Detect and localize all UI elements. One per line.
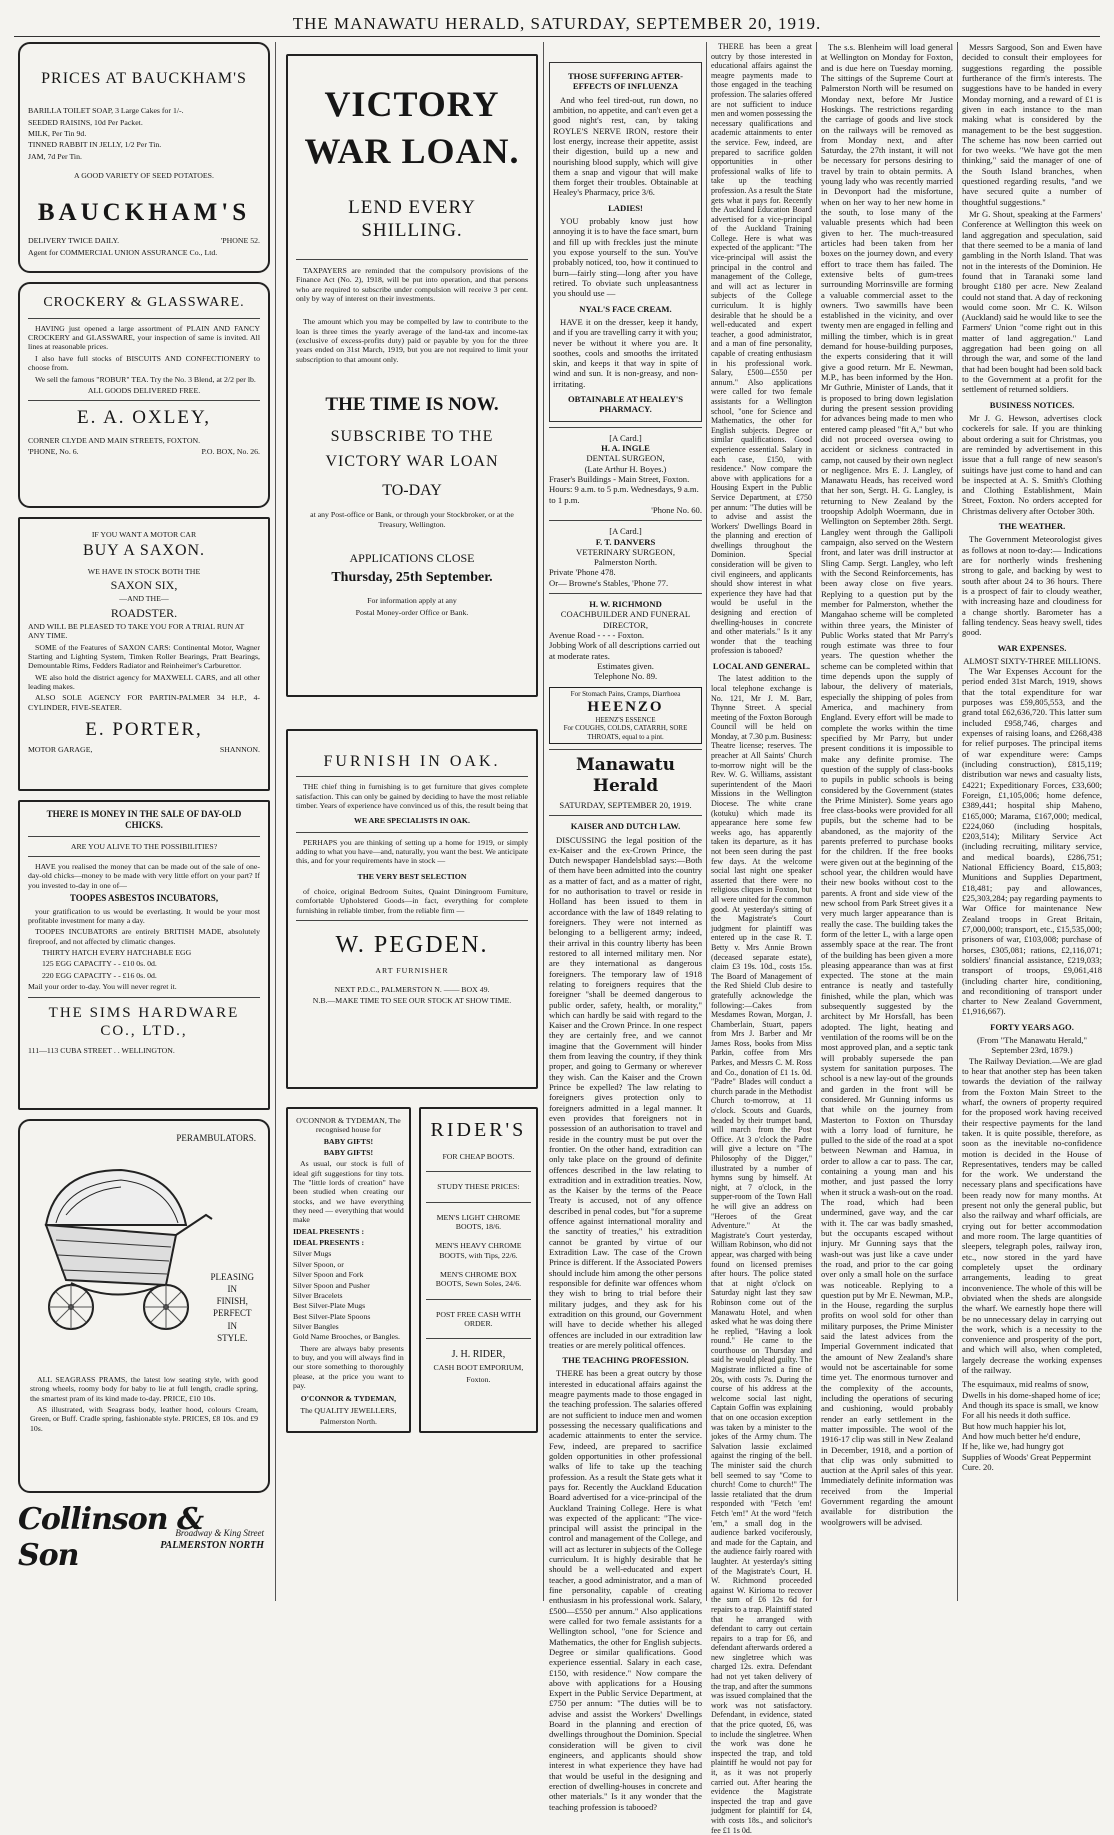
gift-item: Silver Bracelets [293,1290,343,1300]
card-line: F. T. DANVERS [595,536,656,547]
card-line: H. W. RICHMOND [589,599,662,610]
side-word: FINISH, [216,1296,248,1307]
loan-close-date: Thursday, 25th September. [331,569,493,585]
po-box: P.O. BOX, No. 26. [201,447,260,457]
business-body: Mr J. G. Hewson, advertises clock cockerels for sale. If you are thinking about ordering a suit for Christmas, you are reminded by advertisement in this issue that a full range of new season's suitings have just come to hand and can be inspected at A. S. Smith's Clothing and Clothing Establishment, Main Street, Foxton. No orders accepted for Christmas delivery after October 30th. [962,412,1102,516]
porter-ad [18,517,270,791]
porter-line: —AND THE— [119,594,169,604]
pegden-paragraph: PERHAPS you are thinking of setting up a home for 1919, or simply adding to what you have—and, naturally, you want the best. We anticipate this, and for your requirements have in stock — [296,837,528,866]
teaching-title: THE TEACHING PROFESSION. [562,1355,689,1366]
porter-line: WE HAVE IN STOCK BOTH THE [87,566,201,576]
pegden-paragraph: of choice, original Bedroom Suites, Quaint Diningroom Furniture, comfortable Upholstered Goods—in fact, everything for complete furnishing in reliable timber, from the reliable firm — [296,886,528,915]
porter-garage: MOTOR GARAGE, [28,744,93,754]
news-paragraph: Mr G. Shout, speaking at the Farmers' Conference at Wellington this week on land aggregation and speculation, said that there seemed to be a mania of land gambling in the North Island. That was not in the interests of the Dominion. He found that in Taranaki some land brought £180 per acre. New Zealand could not stand that. A day of reckoning would come soon. Mr C. K. Wilson (Auckland) said he would like to see the Farmers' Union "come right out in this matter of land aggregation." Land aggregation had been going on all through the war, and some of the land that had been bought had been sold back to the Government at a profit for the settlement of returned soldiers. [962,209,1102,395]
porter-model: SAXON SIX, [110,577,178,592]
card-line: Avenue Road - - - - Foxton. [549,630,645,640]
ladies-product: NYAL'S FACE CREAM. [579,303,672,314]
richmond-card [549,599,702,682]
collinson-side-text [210,1271,254,1344]
pegden-title: FURNISH IN OAK. [323,753,501,770]
porter-model: ROADSTER. [110,605,178,620]
collinson-title: PERAMBULATORS. [176,1133,256,1143]
side-word: PERFECT [212,1308,252,1319]
divider [28,318,260,319]
column-rule [957,42,958,1601]
phone-number: 'PHONE 52. [220,236,260,246]
card-line: Or— Browne's Stables, 'Phone 77. [549,577,669,588]
column-5 [821,42,953,1601]
tydeman-town: Palmerston North. [319,1416,377,1426]
sims-question: ARE YOU ALIVE TO THE POSSIBILITIES? [70,841,218,851]
paper-nameplate: Manawatu Herald [575,755,676,796]
sims-price: 125 EGG CAPACITY - - £10 0s. 0d. [42,959,157,969]
teaching-body: THERE has been a great outcry by those interested in educational affairs against the meagre payments made to those engaged in the teaching profession. The salaries offered are not sufficient to induce men and women possessing the necessary qualifications and academic attainments to enter the service. Few, indeed, are prepared to sacrifice golden opportunities in other professional walks of life to take up the teaching profession. As a result the State gets what it pays for. Recently the Auckland Education Board advertised for a vice-principal of the Auckland Training College. Here is what was expected of the applicant: "The vice-principal will assist the principal in the control and management of the College, and will act as lecturer in subjects of the College curriculum. It is highly desirable that he should be a well-educated and expert teacher, a good administrator, and a man of fine personality, capable of creating enthusiasm in his professional work. Salary, £500—£550 per annum." Also applications were called for two female assistants for a Wellington school, "one for Science and Mathematics, the other for English subjects. Degree or similar qualifications. Good experience essential. Salary in each case, £150, with residence." Now compare the above with applications for a Housing Expert in the Public Service Department, at £750 per annum: "The duties will be to advise and assist the Workers' Dwellings Board in the planning and erection of dwellings throughout the Dominion. Special consideration will be given to civil engineers, and applicants should show interest in what experience they have had that would be useful in the designing and erection of dwelling-houses in concrete and other materials." Is it any wonder that the teaching profession is tabooed? [549,1368,702,1812]
divider [549,749,702,750]
ingle-card [549,433,702,516]
sims-ad [18,800,270,1110]
porter-kicker: IF YOU WANT A MOTOR CAR [91,530,197,539]
heenzo-line: HEENZ'S ESSENCE [595,715,656,724]
side-word: PLEASING [210,1272,254,1282]
heenzo-line: For COUGHS, COLDS, CATARRH, SORE THROATS, equal to a pint. [563,724,688,741]
local-title: LOCAL AND GENERAL. [712,661,811,671]
column-2-ads [286,42,538,1601]
divider [426,1338,531,1339]
gift-item: Gold Name Brooches, or Bangles. [293,1332,400,1342]
masthead: THE MANAWATU HERALD, SATURDAY, SEPTEMBER 20, 1919. [292,14,822,33]
card-line: (Late Arthur H. Boyes.) [584,463,667,474]
peppermint-verse [962,1379,1102,1472]
bauckham-tagline: A GOOD VARIETY OF SEED POTATOES. [74,170,214,180]
card-line: Telephone No. 89. [593,671,658,682]
porter-line: AND WILL BE PLEASED TO TAKE YOU FOR A TRIAL RUN AT ANY TIME. [28,622,245,641]
phone-number: 'PHONE, No. 6. [28,447,79,457]
local-body: The latest addition to the local telephone exchange is No. 121, Mr J. M. Barr, Thynne Street. A special meeting of the Foxton Borough Council will be held on Monday, at 7.30 p.m. Business: Theatre license; reserves. The preacher at All Saints' Church to-morrow night will be the Rev. W. G. Williams, assistant superintendent of the Maori Missions in the Wellington Diocese. The white crane (kotuku) which made its appearance here some few weeks ago, has apparently taken its departure, as it has not been seen during the past few days. At the welcome social last night one speaker asserted that there were no religious cliques in Foxton, but all were united for the common good. At yesterday's sitting of the Magistrate's Court judgment for plaintiff was entered up in the case R. T. Betty v. Mrs Annie Brown (deceased separate estate), claim £3 19s. 10d., costs 15s. The Board of Management of the Red Shield Club desire to gratefully acknowledge the following:—Cakes from Mesdames Rowan, Morgan, J. Chamberlain, Stuart, papers from Mrs J. Barber and Mr James Ross, books from Miss Parkin, coffee from Mrs Parkes, and Messrs C. M. Ross and Co., donation of £1 1s. 0d. "Padre" Blades will conduct a church parade in the Methodist Church to-morrow, at 11 o'clock. Scouts and Guards, headed by their trumpet band, will march from the Post Office. At 3 o'clock the Padre will give a lecture on "The Philosophy of the Digger," illustrated by a number of hymns sung by himself. At night, at 7 o'clock, in the supper-room of the Town Hall he will give an address on "Heroes of the Great Adventure." At the Magistrate's Court yesterday, William Robinson, who did not appear, was charged with being found on licensed premises after hours. The police stated that at night o'clock on Saturday night last they saw Robinson come out of the Manawatu Hotel, and when asked what he was doing there he replied, "Having a look round." He came to the courthouse on Thursday and said he would plead guilty. The Magistrate inflicted a fine of 20s, with costs 7s. During the course of his address at the welcome social last night, Captain Goffin was explaining that on one occasion exception was taken by a minister to the jokes of the Army chum. The Salvation lassie exclaimed against the ringing of the bell. The minister said the church bell seemed to say "Come to church! Come to church!" The lassie retaliated that the drum responded with "Fetch 'em! Fetch 'em!" At the word "fetch 'em," a small dog in the audience barked vociferously, and made for the Captain, and the audience fairly roared with laughter. At yesterday's sitting of the Magistrate's Court, H. W. Richmond proceeded against W. Kirioma to recover the sum of £6 12s 6d for repairs to a trap. Plaintiff stated that he arranged with defendant to carry out certain repairs to a trap for £6, and defendant afterwards ordered a new singletree which was charged 12s. extra. Defendant had not yet taken delivery of the trap, and after the summons was issued complained that the work was not satisfactory. Defendant, in evidence, stated that the price quoted, £6, was to include the singletree. When the work was done he inspected the trap, and told plaintiff he would not pay for it, as it was not properly carried out. After hearing the evidence the Magistrate inspected the trap and gave judgment for plaintiff for £4, with costs 18s., and solicitor's fee £1 1s 0d. [711,674,812,1835]
pram-illustration [26,1155,216,1335]
news-body: The s.s. Blenheim will load general at Wellington on Monday for Foxton, and is due here on Tuesday morning. The sittings of the Supreme Court at Palmerston North will be resumed on Monday next, before Mr Justice Hoskings. The restrictions regarding the carriage of goods and live stock on the railways will be removed as from Monday next, and after Saturday, the 27th instant, it will not be necessary for persons desiring to travel by train to obtain permits. A young lady who was recently married in Devonport had the misfortune, when on her way to her new home in the south, to lose many of the valuable presents which had been given to her. The much-treasured articles had been taken from her boxes on the journey down, and every effort to trace them has failed. The extensive belts of gum-trees surrounding Morrinsville are forming a valuable commercial asset to the owners. Two sawmills have been established in the vicinity, and over twenty men are engaged in felling and milling the timber, which is in great demand for house-building purposes, the experts considering that it will give a good return. Mr E. Newman, M.P., has been informed by the Hon. Mr Guthrie, Minister of Lands, that it is proposed to bring down legislation during the present session providing for advances being made to men who entered camp pleased "fit A," but who did not proceed oversea owing to accident or sickness contracted in camp, not caused by their own neglect or negligence. Mrs E. J. Langley, of Manawatu Heads, has received word that her son, Sergt. H. G. Langley, is returning to New Zealand by the troopship Adolph Woermann, due in Wellington on September 28th. Sergt. Langley went through the Gallipoli campaign, also served on the Western front, and later was drill instructor at Sling Camp. Sergt. Langley, who left with the Second Reinforcements, has been away close on five years. Replying to a question put by the member for Palmerston, whether the Mangahao scheme will be completed within three years, the Minister of Public Works stated that Mr Parry's rough estimate was three to four years. The question whether the scheme can be completed within that time depends upon the supply of labour, the delivery of materials, especially the shipping of poles from America, and machinery from England. Every effort will be made to complete the works within the time specified by Mr Parry, but under present conditions it is impossible to make any definite promise. The question of the supply of class-books to pupils in public schools is being considered by the Government (states the Prime Minister). Some years ago free class-books were provided for all pupils, but the scheme had to be abandoned, as the majority of the parents preferred to purchase books for the children. If the free books were given out at the beginning of the school year, the children would have their new books without cost to the parents. A front and side view of the new school from Park Street gives it a very much larger appearance than is really the case. The building takes the form of the letter L, with a large open assembly space at the rear. The front of the building has been given a more pleasing appearance than was at first expected. The stone at the main entrance is neatly and tastefully finished, while the plan, which was subsequently suggested by the architect by Mr Horsfall, has been adopted. The light, heating and ventilation of the rooms will be on the most approved plan, and a septic tank will probably supersede the pan system for sanitation purposes. The school is a new lay-out of the grounds and garden in the front will be considered. Mr Gunning informs us that while on the journey from Masterton to Foxton on Thursday with a lorry load of furniture, he pulled to the side of the road at a spot between Newman and Hamua, in order to allow a car to pass. The car, containing a young man and his mother, and just passed the lorry when it struck a wash-out on the road. The road, which had been undermined, gave way, and the car with it. The car was badly smashed, but the occupants escaped without injury. Mr Gunning says that the wash-out was just like a cave under the road, and prior to the car going over only a small hole on the surface was noticeable. Replying to a question put by Mr E. Newman, M.P., in the House, regarding the surplus profits on wool sold for other than military purposes, the Prime Minister said the latest advices from the Imperial Government indicated that the amount of New Zealand's share would not be ascertainable for some time yet. The enormous turnover and the complexity of the accounts, including the operations of securing and cushioning, would probably render an early settlement in the matter impossible. The wool of the 1916-17 clip was still in New Zealand in December, 1918, and a portion of that clip was only submitted to auction at the April sales of this year. Immediately definite information was received from the Imperial Government regarding the amount available for distribution the woolgrowers will be advised. [821,42,953,1527]
oxley-ad [18,282,270,508]
collinson-signature [18,1502,270,1573]
gift-item: Silver Spoon, or [293,1259,344,1269]
sims-paragraph: your gratification to us would be everlasting. It would be your most profitable investment for many a day. [28,906,260,926]
card-line: Jobbing Work of all descriptions carried out at moderate rates. [549,640,700,661]
collinson-copy [30,1373,258,1435]
card-line: DENTAL SURGEON, [586,453,665,464]
divider [28,997,260,998]
collinson-address-1: Broadway & King Street [175,1528,264,1538]
pegden-note: N.B.—MAKE TIME TO SEE OUR STOCK AT SHOW TIME. [312,996,512,1006]
gift-item: Best Silver-Plate Spoons [293,1311,371,1321]
tydeman-paragraph: There are always baby presents to buy, and you will always find in our store something to thoroughly please, at the price you want to pay. [293,1343,404,1390]
card-line: [A Card.] [609,432,642,443]
pegden-name: W. PEGDEN. [335,931,489,958]
bauckham-name: BAUCKHAM'S [37,199,251,227]
rider-item: MEN'S CHROME BOX BOOTS, Sewn Soles, 24/6. [435,1270,522,1289]
leader-title: KAISER AND DUTCH LAW. [570,821,681,832]
weather-body: The Government Meteorologist gives as follows at noon to-day:— Indications are for northerly winds freshening strong to gale, and backing by west to south after about 24 to 36 hours. There is a prospect of fair to cloudy weather, with increasing haze and cloudiness for a change shortly. Barometer has a falling tendency. Seas heavy swell, tides good. [962,534,1102,638]
divider [28,836,260,837]
verse-line: And how much better he'd endure, [962,1430,1081,1441]
sims-price: 220 EGG CAPACITY - - £16 0s. 0d. [42,970,157,980]
oxley-delivery: ALL GOODS DELIVERED FREE. [87,385,201,395]
card-line: Hours: 9 a.m. to 5 p.m. Wednesdays, 9 a.m. to 1 p.m. [549,484,699,505]
gift-item: Silver Spoon and Pusher [293,1280,370,1290]
bauckham-contact-row [28,236,260,245]
price-line: MILK, Per Tin 9d. [28,128,87,138]
rider-sub: CASH BOOT EMPORIUM, [433,1363,524,1373]
royle-ad [549,62,702,422]
porter-town: SHANNON. [219,744,260,754]
divider [426,1171,531,1172]
sims-paragraph: TOOPES INCUBATORS are entirely BRITISH MADE, absolutely fireproof, and not affected by climatic changes. [28,927,260,946]
sims-product: TOOPES ASBESTOS INCUBATORS, [69,892,219,903]
bottom-ads-row [286,1107,538,1442]
victory-loan-ad [286,54,538,697]
column-rule [543,42,544,1601]
porter-paragraph: WE also hold the district agency for MAXWELL CARS, and all other leading makes. [28,672,260,692]
forty-years-body: The Railway Deviation.—We are glad to hear that another step has been taken towards the deviation of the railway from the Foxton Main Street to the wharf, the owners of property required for the proposed work having received their respective payments for the land taken. It is quite possible, therefore, as soon as the inevitable no-confidence motion is decided in the House of Representatives, tenders may be called for the work. We understand the necessary plans and specifications have been ready now for many months. At present not only the general public, but also the railway and wharf officials, are crying out for better accommodation and more room. The large quantities of sleepers, telegraph poles, railway iron, etc., now stored in the yard have completely upset the ordinary arrangements, leading to great inconvenience. The whole of this will be obviated when the sheds are alongside the wharf. We earnestly hope there will be no unnecessary delay in carrying out the work, which is a necessity to the convenience and prosperity of the port, and which will also, when completed, largely decrease the working expenses of the railway. [962,1055,1102,1376]
price-line: JAM, 7d Per Tin. [28,151,82,161]
loan-headline: LEND EVERY [348,197,476,219]
rider-order-note: POST FREE CASH WITH ORDER. [435,1309,521,1329]
pegden-paragraph: THE chief thing in furnishing is to get furniture that gives complete satisfaction. This can only be gained by deciding to have the most reliable timber. Years of experience have convinced us of this, the result being that [296,782,528,810]
pegden-trade: ART FURNISHER [375,965,449,975]
delivery-note: DELIVERY TWICE DAILY. [28,236,120,246]
divider [426,1299,531,1300]
heenzo-ad [549,687,702,745]
rider-prices-title: STUDY THESE PRICES: [437,1182,520,1192]
bauckham-ad [18,42,270,273]
rider-item: MEN'S HEAVY CHROME BOOTS, with Tips, 22/6. [435,1241,522,1260]
tydeman-name: O'CONNOR & TYDEMAN, [300,1394,397,1404]
price-line: BARILLA TOILET SOAP, 3 Large Cakes for 1/-. [28,106,184,116]
card-line: Palmerston North. [593,557,657,568]
loan-paragraph: TAXPAYERS are reminded that the compulsory provisions of the Finance Act (No. 2), 1918, will be put into operation, and that persons who are required to subscribe under compulsion will receive 3 per cent. only by way of interest on their investments. [296,265,528,303]
loan-close: APPLICATIONS CLOSE [349,551,475,566]
verse-line: If he, like we, had hungry got [962,1441,1064,1452]
forty-years-subtitle: (From "The Manawatu Herald," September 23rd, 1879.) [976,1035,1088,1056]
verse-line: Dwells in his dome-shaped home of ice; [962,1389,1101,1400]
divider [296,920,528,921]
news-paragraph: Messrs Sargood, Son and Ewen have decided to consult their employees for suggestions regarding the possible furtherance of the firm's interests. The suggestions have to be handed in every Monday morning, and a reward of £1 is given in each instance to the man making what is considered by the management to be the best suggestion. The scheme has now been carried out for two weeks. "We have got the men thinking," said the manager of one of the South Island branches, when questioned regarding results, "and we have secured quite a number of thoughtful suggestions." [962,42,1102,207]
sims-call-to-action: Mail your order to-day. You will never regret it. [28,982,177,992]
rider-item: MEN'S LIGHT CHROME BOOTS, 18/6. [436,1212,521,1232]
pegden-selection: THE VERY BEST SELECTION [357,871,467,881]
card-line: H. A. INGLE [601,443,650,453]
tydeman-presents-title: IDEAL PRESENTS : [293,1238,365,1248]
war-expenses-title: WAR EXPENSES. [997,642,1067,653]
danvers-card [549,526,702,588]
column-rule [706,42,707,1601]
leader-body: DISCUSSING the legal position of the ex-Kaiser and the ex-Crown Prince, the Dutch newspaper Handelsblad says:—Both of them have been admitted into the country as a matter of fact, and as a matter of right, for no authorisation to travel or reside in Holland has been issued to them in accordance with the law of 1849 relating to foreigners. They were not interned as belonging to a belligerent army; indeed, their arrival in this country liberty has been restored to all interned military men. Nor are they international as dangerous foreigners. The temporary law of 1918 relating to foreigners requires that the foreigner "shall be deemed dangerous to public order, safety, health, or morality," which can hardly be said with regard to the Kaiser and the Crown Prince. In one respect they are certainly free, and we cannot imagine that the Government will hinder them from leaving the country, if they think proper, and going to Germany or wherever they wish. Can the Kaiser and the Crown Prince be expelled? The law relating to foreigners gives protection only to foreigners admitted in a legal manner. It even provides that foreigners not in possession of an authorisation to travel and reside in the country must be put over the frontier. On the other hand, extradition can only take place on the ground of definite offences described in the law relating to extradition and in extradition treaties. Now, as the Kaiser by the terms of the Peace Treaty is accused, not of any offence described in penal codes, but "for a supreme offence against international morality and the sanctity of treaties," his extradition cannot be granted by virtue of our Extradition Law. The case of the Crown Prince is different. If the Associated Powers should include him among the other persons responsible for definite war offences whom they wish to bring to trial before their military judges, and they ask for his extradition on this ground, our Government will have to decide whether his alleged offences are included in our extradition law treaties or are merely political offences. [549,834,702,1350]
war-expenses-body: The War Expenses Account for the period ended 31st March, 1919, shows that the total expenditure for war purposes was £59,805,553, and the grand total £62,636,720. This latter sum included £958,746, charges and expenses of raising loans, and £268,438 for relief purposes. The principal items of war expenditure were: Camps (including construction), £815,119; distribution war news and casualty lists, £4221; Expeditionary Forces, £33,600; Foreign, £1,105,006; home defence, £389,441; hospital ship Maheno, £165,000; Marama, £167,000; medical, £224,060 (including hospitals, £203,514); Military Service Act (including recruiting, military service, and medical boards), £286,751; National Efficiency Board, £15,803; Munitions and Supplies Department, £18,481; pay and allowances, £25,303,284; pay regarding payments to War Office for maintenance New Zealand troops in Great Britain, £7,000,000; transport, etc., £15,535,000; prisoners of war, £103,008; purchase of horses, £305,081; rations, £2,116,071; soldiers' financial assistance, £219,033; transport of troops, £9,061,418 (including charter hire, conditioning, and reconditioning of transport under charter to New Zealand Government, £1,916,667). [962,666,1102,1017]
gift-item: Best Silver-Plate Mugs [293,1301,366,1311]
collinson-logo: Collinson & Son [18,1502,204,1573]
column-4 [711,42,812,1835]
heenzo-brand: HEENZO [587,698,664,715]
tydeman-ad [286,1107,411,1433]
rider-subtitle: FOR CHEAP BOOTS. [442,1152,515,1161]
rider-name: J. H. RIDER, [451,1349,506,1361]
gift-item: Silver Bangles [293,1321,339,1331]
loan-call: SUBSCRIBE TO THE [330,427,494,445]
ladies-end: OBTAINABLE AT HEALEY'S PHARMACY. [567,394,684,415]
divider [296,259,528,260]
tydeman-paragraph: As usual, our stock is full of ideal gift suggestions for tiny tots. The "little lords of creation" have been studied when creating our stocks, and we have everything they need — everything that would make [293,1159,404,1225]
loan-paragraph: The amount which you may be compelled by law to contribute to the loan is three times the yearly average of the land-tax and income-tax (exclusive of excess-profits duty) paid or payable by you for the three years ended on 31st March, 1919, but you are not required to limit your subscription to that amount only. [296,317,528,364]
sims-name: THE SIMS HARDWARE CO., LTD., [48,1004,240,1039]
collinson-paragraph: AS illustrated, with Seagrass body, leather hood, colours Cream, Green, or Buff. Cradle spring, fashionable style. PRICES, £8 10s. and £9 10s. [30,1405,258,1433]
loan-title-1: VICTORY [324,84,500,124]
oxley-paragraph: We sell the famous "ROBUR" TEA. Try the No. 3 Blend, at 2/2 per lb. [35,374,256,384]
bauckham-price-list [28,106,260,161]
sims-paragraph: HAVE you realised the money that can be made out of the sale of one-day-old chicks—money to be made with very little effort on your part? If you invested to-day in one of— [28,861,260,890]
weather-title: THE WEATHER. [998,521,1066,532]
column-6 [962,42,1102,1601]
divider [549,593,702,594]
verse-line: For all his needs it doth suffice. [962,1410,1071,1421]
price-line: SEEDED RAISINS, 10d Per Packet. [28,117,143,127]
verse-line: The esquimaux, mid realms of snow, [962,1379,1089,1390]
oxley-paragraph: HAVING just opened a large assortment of PLAIN AND FANCY CROCKERY and GLASSWARE, your inspection of same is invited. All lines at reasonable prices. [28,323,260,352]
heenzo-line: For Stomach Pains, Cramps, Diarrhoea [570,689,681,698]
card-line: Private 'Phone 478. [549,567,616,578]
forty-years-title: FORTY YEARS AGO. [990,1021,1074,1032]
card-line: Estimates given. [597,660,654,671]
pegden-ad [286,729,538,1089]
business-title: BUSINESS NOTICES. [989,399,1075,410]
royle-body: And who feel tired-out, run down, no ambition, no appetite, and can't even get a good night's rest, can, by taking ROYLE'S NERVE IRON, restore their lost energy, increase their appetite, assist their digestion, build up a new and nourishing blood supply, which will give them a snap and vigour that will make them forget their troubles. Obtainable at Healey's Pharmacy, price 3/6. [553,94,698,198]
rider-ad [419,1107,538,1433]
card-line: 'Phone No. 60. [651,504,702,515]
card-line: VETERINARY SURGEON, [576,546,675,557]
loan-where: at any Post-office or Bank, or through your Stockbroker, or at the Treasury, Wellington. [310,510,514,529]
bauckham-title: PRICES AT BAUCKHAM'S [41,70,247,87]
divider [28,400,260,401]
card-line: Fraser's Buildings - Main Street, Foxton. [549,473,690,484]
loan-info: Postal Money-order Office or Bank. [355,607,469,617]
divider [296,776,528,777]
card-line: COACHBUILDER AND FUNERAL DIRECTOR, [560,609,691,630]
oxley-contact-row [28,447,260,456]
side-word: IN [227,1320,237,1331]
oxley-paragraph: I also have full stocks of BISCUITS AND CONFECTIONERY to choose from. [28,353,260,373]
gift-item: Silver Spoon and Fork [293,1270,364,1280]
side-word: STYLE. [217,1332,248,1343]
royle-title: THOSE SUFFERING AFTER-EFFECTS OF INFLUENZA [567,71,684,92]
loan-title-2: WAR LOAN. [304,131,520,172]
sims-address: 111—113 CUBA STREET . . WELLINGTON. [28,1045,175,1055]
verse-line: But how much happier his lot, [962,1420,1067,1431]
porter-title: BUY A SAXON. [82,542,206,560]
war-expenses-subtitle: ALMOST SIXTY-THREE MILLIONS. [963,655,1101,666]
loan-call: TO-DAY [382,482,442,500]
divider [296,832,528,833]
agent-note: Agent for COMMERCIAL UNION ASSURANCE Co., Ltd. [28,247,218,257]
card-line: [A Card.] [609,526,642,537]
ladies-body: YOU probably know just how annoying it is to have the face smart, burn and fill up with freckles just the minute you expose yourself to the sun. You've probably noticed, too, how it continued to burn—fairly sting—long after you have retired. To obviate such unpleasantness you should use — [553,216,698,299]
price-line: TINNED RABBIT IN JELLY, 1/2 Per Tin. [28,140,162,150]
column-rule [816,42,817,1601]
collinson-ad [18,1119,270,1493]
verse-line: And though its space is small, we know [962,1400,1099,1410]
porter-name: E. PORTER, [85,719,203,741]
porter-paragraph: ALSO SOLE AGENCY FOR PARTIN-PALMER 34 H.P., 4-CYLINDER, FIVE-SEATER. [28,693,260,712]
sims-price: THIRTY HATCH EVERY HATCHABLE EGG [42,948,192,958]
column-1-ads [18,42,270,1601]
tydeman-sub: The QUALITY JEWELLERS, [300,1405,397,1415]
porter-contact-row [28,745,260,754]
column-rule [275,42,276,1601]
rider-title: RIDER'S [430,1119,527,1141]
oxley-address: CORNER CLYDE AND MAIN STREETS, FOXTON. [28,436,201,445]
divider [549,427,702,428]
tydeman-gift-title: BABY GIFTS! [323,1148,374,1158]
teaching-continued: THERE has been a great outcry by those interested in educational affairs against the meagre payments made to those engaged in the teaching profession. The salaries offered are not sufficient to induce men and women possessing the necessary qualifications and academic attainments to enter the service. Few, indeed, are prepared to sacrifice golden opportunities in other professional walks of life to take up the teaching profession. As a result the State gets what it pays for. Recently the Auckland Education Board advertised for a vice-principal of the Auckland Training College. Here is what was expected of the applicant: "The vice-principal will assist the principal in the control and management of the College, and will act as lecturer in subjects of the College curriculum. It is highly desirable that he should be a well-educated and expert teacher, a good administrator, and a man of fine personality, capable of creating enthusiasm in his professional work. Salary, £500—£550 per annum." Also applications were called for two female assistants for a Wellington school, "one for Science and Mathematics, the other for English subjects. Degree or similar qualifications. Good experience essential. Salary in each case, £150, with residence." Now compare the above with applications for a Housing Expert in the Public Service Department, at £750 per annum: "The duties will be to advise and assist the Workers' Dwellings Board in the planning and erection of dwellings throughout the Dominion. Special consideration will be given to civil engineers, and applicants should show interest in what experience they have had that would be useful in the designing and erection of dwelling-houses in concrete and other materials." Is it any wonder that the teaching profession is tabooed? [711,42,812,656]
loan-call: VICTORY WAR LOAN [325,453,499,471]
collinson-paragraph: ALL SEAGRASS PRAMS, the latest low seating style, with good strong wheels, roomy body for baby to lie at full length, cradle spring, the smartest pram of its kind made to-day. PRICE, £10 10s. [30,1375,258,1403]
pegden-specialists: WE ARE SPECIALISTS IN OAK. [354,816,470,826]
verse-line: Supplies of Woods' Great Peppermint Cure. 20. [962,1451,1092,1472]
paper-date: SATURDAY, SEPTEMBER 20, 1919. [559,799,692,810]
divider [549,815,702,816]
tydeman-presents-title: IDEAL PRESENTS : [293,1226,365,1236]
sims-title: THERE IS MONEY IN THE SALE OF DAY-OLD CHICKS. [46,809,242,830]
divider [426,1202,531,1203]
ladies-body: HAVE it on the dresser, keep it handy, and if you are travelling carry it with you; never be without it where you are. It soothes, cools and smooths the irritated skin, and keeps it that way in spite of wind and sun. It is non-greasy, and non-irritating. [553,316,698,389]
tydeman-head: O'CONNOR & TYDEMAN, The recognised house for [296,1116,401,1135]
loan-headline: SHILLING. [361,220,463,242]
divider [549,520,702,521]
column-3 [549,42,702,1812]
gift-item: Silver Mugs [293,1249,332,1259]
masthead-rule [14,36,1100,37]
divider [28,856,260,857]
loan-call: THE TIME IS NOW. [325,394,499,416]
side-word: IN [227,1284,237,1295]
tydeman-gift-title: BABY GIFTS! [323,1136,374,1146]
rider-town: Foxton. [466,1374,491,1384]
collinson-address-2: PALMERSTON NORTH [160,1540,264,1551]
loan-info: For information apply at any [367,596,457,606]
oxley-title: CROCKERY & GLASSWARE. [43,295,245,310]
oxley-name: E. A. OXLEY, [77,407,211,429]
porter-paragraph: SOME of the Features of SAXON CARS: Continental Motor, Wagner Starting and Lighting System, Timken Roller Bearings, Pratt Bearings, Demountable Rims, Fedders Radiator and Reinheimer's Carburettor. [28,642,260,671]
pegden-address: NEXT P.D.C., PALMERSTON N. —— BOX 49. [334,985,490,995]
ladies-title: LADIES! [608,202,643,213]
